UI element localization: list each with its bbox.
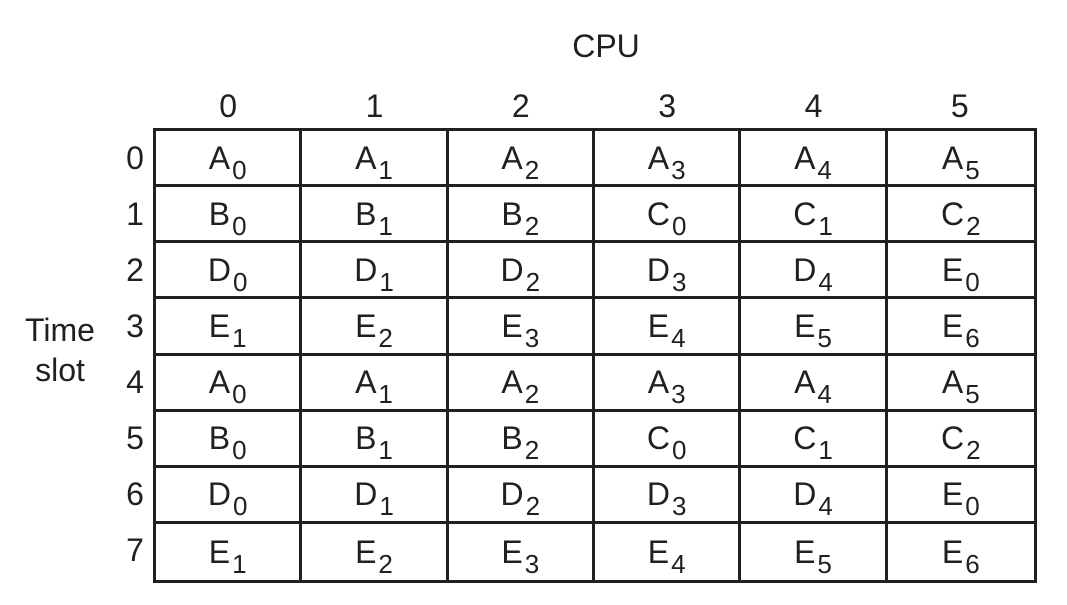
grid-cell	[741, 187, 887, 243]
thread-letter: A	[355, 364, 377, 401]
thread-letter: A	[647, 364, 670, 401]
thread-index: 5	[817, 322, 832, 353]
grid-cell	[302, 412, 448, 468]
thread-letter: E	[501, 307, 523, 344]
thread-index: 3	[671, 266, 687, 297]
thread-letter: E	[355, 533, 377, 570]
grid-cell	[156, 299, 302, 355]
thread-index: 2	[378, 322, 393, 353]
column-header: 2	[511, 88, 530, 124]
thread-letter: E	[794, 533, 816, 570]
grid-cell	[449, 468, 595, 524]
row-header: 5	[126, 420, 144, 457]
grid-cell	[156, 524, 302, 580]
thread-index: 1	[378, 435, 393, 466]
thread-letter: A	[941, 139, 964, 176]
thread-letter: D	[500, 476, 524, 513]
time-slot-axis-label: Time slot	[25, 312, 95, 388]
thread-index: 2	[524, 210, 540, 241]
grid-cell	[302, 468, 448, 524]
grid-cell	[741, 243, 887, 299]
grid-cell	[741, 356, 887, 412]
row-header: 4	[126, 364, 144, 401]
row-header: 1	[126, 195, 144, 232]
thread-index: 2	[378, 548, 393, 579]
thread-letter: E	[941, 307, 964, 344]
grid-cell	[449, 131, 595, 187]
thread-letter: D	[793, 476, 817, 513]
thread-index: 0	[232, 491, 248, 522]
thread-index: 1	[378, 210, 393, 241]
thread-index: 1	[818, 435, 833, 466]
thread-letter: D	[207, 251, 231, 288]
grid-cell	[888, 187, 1034, 243]
grid-cell	[741, 412, 887, 468]
thread-letter: A	[794, 139, 816, 176]
column-header: 4	[804, 88, 823, 124]
grid-cell	[888, 243, 1034, 299]
thread-letter: A	[647, 139, 670, 176]
grid-cell	[156, 412, 302, 468]
thread-index: 2	[524, 154, 540, 185]
thread-index: 5	[965, 379, 980, 410]
grid-cell	[449, 299, 595, 355]
grid-cell	[302, 131, 448, 187]
schedule-grid	[153, 128, 1037, 583]
thread-letter: E	[941, 251, 964, 288]
thread-letter: A	[208, 139, 231, 176]
grid-cell	[741, 299, 887, 355]
grid-cell	[595, 187, 741, 243]
grid-cell	[302, 243, 448, 299]
thread-index: 3	[524, 548, 540, 579]
thread-index: 6	[965, 548, 980, 579]
thread-index: 1	[232, 548, 247, 579]
grid-cell	[888, 356, 1034, 412]
column-header: 3	[658, 88, 677, 124]
thread-index: 4	[817, 154, 832, 185]
thread-index: 4	[817, 379, 832, 410]
thread-letter: E	[941, 533, 964, 570]
thread-letter: C	[793, 420, 817, 457]
thread-letter: A	[501, 364, 523, 401]
grid-cell	[888, 524, 1034, 580]
thread-letter: D	[207, 476, 231, 513]
grid-cell	[302, 356, 448, 412]
thread-index: 3	[524, 322, 540, 353]
thread-letter: E	[355, 307, 377, 344]
row-header: 2	[126, 251, 144, 288]
thread-letter: D	[354, 476, 378, 513]
thread-index: 2	[966, 210, 981, 241]
thread-index: 0	[232, 435, 247, 466]
thread-index: 0	[671, 210, 687, 241]
thread-letter: A	[941, 364, 964, 401]
grid-cell	[156, 187, 302, 243]
grid-cell	[595, 412, 741, 468]
thread-index: 2	[524, 435, 540, 466]
grid-cell	[888, 412, 1034, 468]
thread-index: 0	[671, 435, 687, 466]
thread-index: 2	[525, 491, 541, 522]
grid-cell	[302, 187, 448, 243]
grid-cell	[595, 243, 741, 299]
thread-index: 2	[525, 266, 541, 297]
column-header: 5	[950, 88, 969, 124]
thread-index: 3	[671, 154, 686, 185]
thread-letter: D	[793, 251, 817, 288]
grid-cell	[302, 299, 448, 355]
grid-cell	[302, 524, 448, 580]
thread-letter: C	[646, 420, 670, 457]
thread-letter: C	[793, 195, 817, 232]
thread-index: 1	[378, 154, 393, 185]
thread-letter: E	[941, 476, 964, 513]
thread-index: 0	[232, 154, 247, 185]
thread-index: 1	[818, 210, 833, 241]
column-header: 1	[365, 88, 384, 124]
thread-letter: E	[501, 533, 523, 570]
thread-index: 1	[232, 322, 247, 353]
thread-index: 3	[671, 491, 687, 522]
thread-index: 0	[232, 266, 248, 297]
thread-index: 1	[379, 266, 394, 297]
thread-index: 3	[671, 379, 686, 410]
grid-cell	[449, 412, 595, 468]
grid-cell	[156, 356, 302, 412]
row-header: 7	[126, 532, 144, 569]
thread-letter: C	[646, 195, 670, 232]
thread-letter: B	[355, 195, 377, 232]
grid-cell	[156, 468, 302, 524]
thread-index: 0	[965, 491, 980, 522]
grid-cell	[595, 299, 741, 355]
thread-letter: B	[501, 420, 523, 457]
grid-cell	[888, 468, 1034, 524]
grid-cell	[741, 131, 887, 187]
thread-letter: B	[501, 195, 523, 232]
grid-cell	[741, 524, 887, 580]
thread-letter: A	[501, 139, 523, 176]
grid-cell	[449, 243, 595, 299]
thread-letter: E	[208, 533, 231, 570]
thread-index: 4	[671, 548, 686, 579]
thread-letter: E	[208, 307, 231, 344]
thread-letter: B	[208, 420, 231, 457]
thread-index: 4	[818, 266, 833, 297]
row-header: 3	[126, 307, 144, 344]
thread-letter: D	[646, 476, 670, 513]
grid-cell	[449, 356, 595, 412]
thread-letter: A	[208, 364, 231, 401]
column-header: 0	[219, 88, 238, 124]
thread-index: 5	[965, 154, 980, 185]
thread-letter: C	[941, 420, 965, 457]
cpu-column-headers	[155, 86, 1033, 126]
thread-letter: D	[500, 251, 524, 288]
thread-index: 4	[671, 322, 686, 353]
thread-index: 2	[966, 435, 981, 466]
row-header: 6	[126, 476, 144, 513]
time-slot-row-headers	[118, 130, 152, 579]
thread-letter: D	[354, 251, 378, 288]
thread-index: 1	[378, 379, 393, 410]
thread-index: 0	[232, 379, 247, 410]
thread-letter: E	[647, 533, 670, 570]
thread-letter: C	[941, 195, 965, 232]
thread-index: 1	[379, 491, 394, 522]
grid-cell	[741, 468, 887, 524]
grid-cell	[595, 468, 741, 524]
thread-letter: B	[355, 420, 377, 457]
thread-letter: E	[794, 307, 816, 344]
grid-cell	[595, 524, 741, 580]
thread-index: 5	[817, 548, 832, 579]
grid-cell	[156, 131, 302, 187]
thread-letter: A	[355, 139, 377, 176]
grid-cell	[449, 524, 595, 580]
grid-cell	[595, 356, 741, 412]
thread-letter: E	[647, 307, 670, 344]
grid-cell	[888, 299, 1034, 355]
grid-cell	[595, 131, 741, 187]
thread-index: 2	[524, 379, 540, 410]
thread-letter: B	[208, 195, 231, 232]
cpu-axis-title: CPU	[572, 28, 640, 64]
thread-index: 4	[818, 491, 833, 522]
thread-index: 0	[965, 266, 980, 297]
row-header: 0	[126, 139, 144, 176]
grid-cell	[449, 187, 595, 243]
thread-letter: A	[794, 364, 816, 401]
thread-index: 6	[965, 322, 980, 353]
grid-cell	[156, 243, 302, 299]
thread-index: 0	[232, 210, 247, 241]
thread-letter: D	[646, 251, 670, 288]
grid-cell	[888, 131, 1034, 187]
